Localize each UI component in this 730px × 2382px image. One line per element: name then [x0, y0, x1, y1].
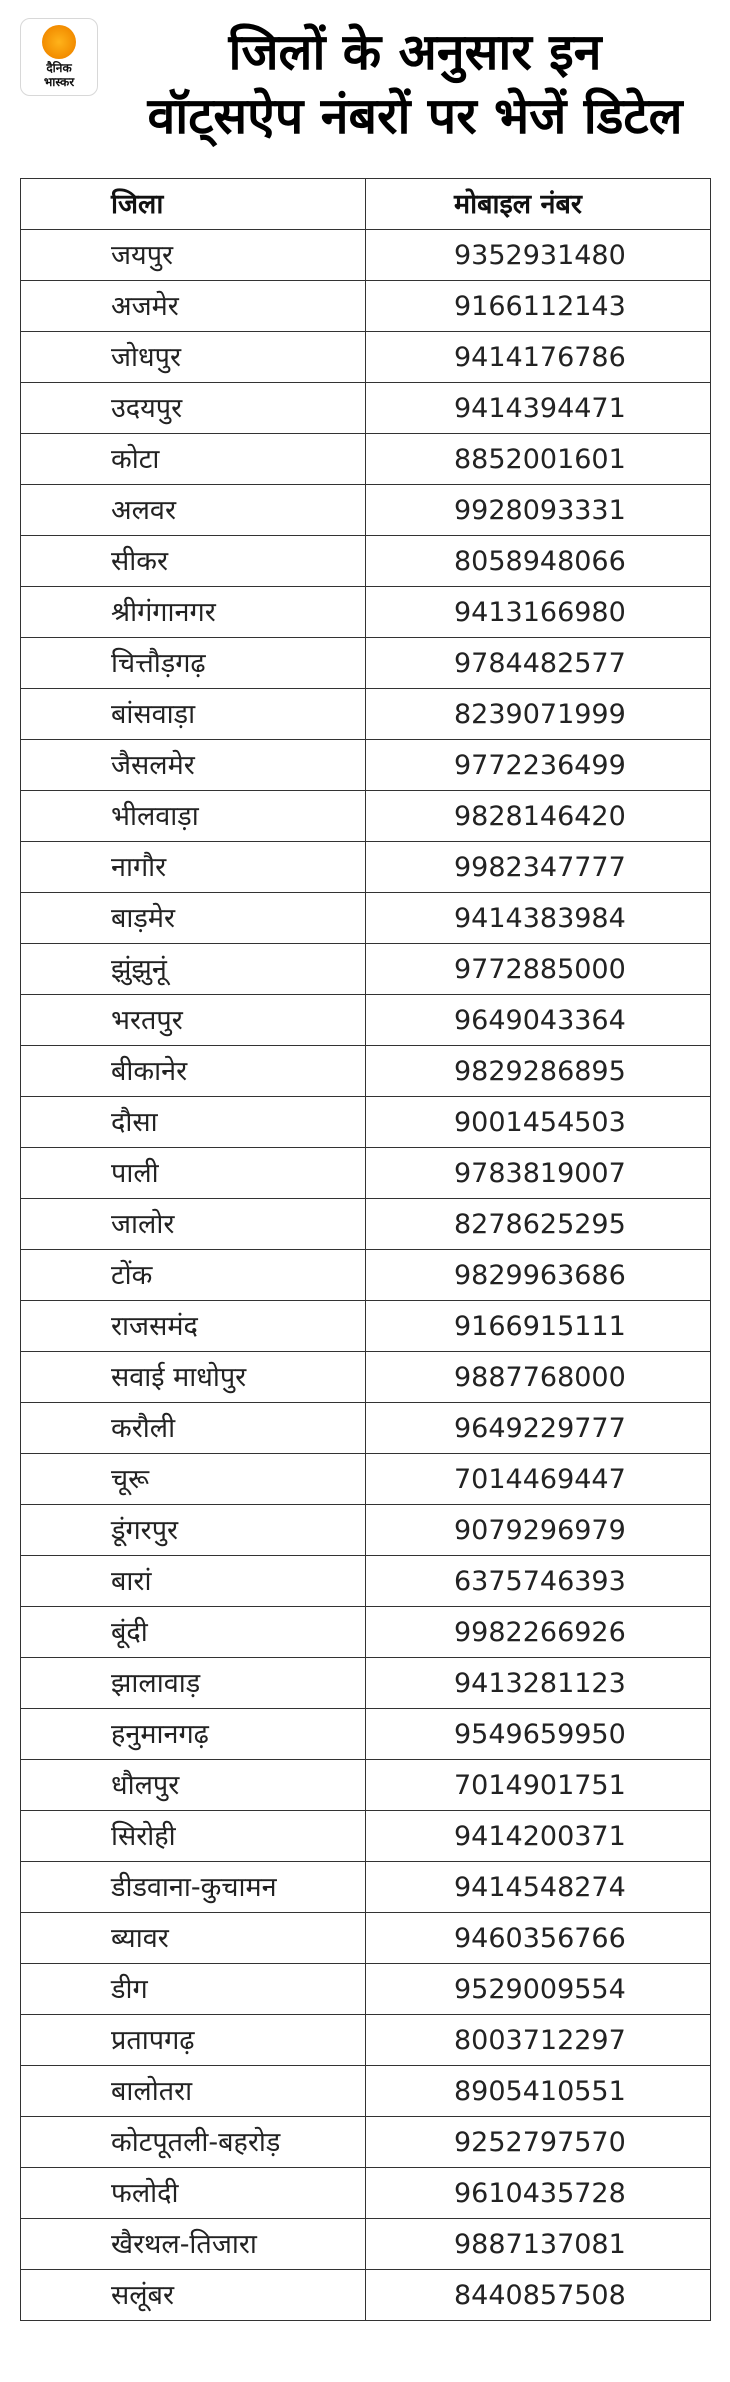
- table-row: [21, 638, 711, 689]
- table-row: [21, 2015, 711, 2066]
- table-row: [21, 281, 711, 332]
- phone-cell: 9414176786: [366, 332, 711, 383]
- district-cell: सलूंबर: [21, 2270, 366, 2321]
- district-cell: करौली: [21, 1403, 366, 1454]
- phone-cell: 9649229777: [366, 1403, 711, 1454]
- phone-cell: 9772885000: [366, 944, 711, 995]
- district-cell: बाड़मेर: [21, 893, 366, 944]
- phone-cell: 9829286895: [366, 1046, 711, 1097]
- district-cell: बीकानेर: [21, 1046, 366, 1097]
- table-row: [21, 2270, 711, 2321]
- table-row: [21, 485, 711, 536]
- district-cell: जैसलमेर: [21, 740, 366, 791]
- table-row: [21, 332, 711, 383]
- district-cell: फलोदी: [21, 2168, 366, 2219]
- table-row: [21, 1964, 711, 2015]
- district-cell: चूरू: [21, 1454, 366, 1505]
- district-cell: खैरथल-तिजारा: [21, 2219, 366, 2270]
- page-title: [120, 20, 710, 148]
- phone-cell: 9252797570: [366, 2117, 711, 2168]
- phone-cell: 9784482577: [366, 638, 711, 689]
- table-row: [21, 944, 711, 995]
- phone-cell: 9829963686: [366, 1250, 711, 1301]
- table-row: [21, 2219, 711, 2270]
- district-cell: अजमेर: [21, 281, 366, 332]
- table-row: [21, 2117, 711, 2168]
- table-row: [21, 2168, 711, 2219]
- table-row: [21, 1760, 711, 1811]
- phone-cell: 9166112143: [366, 281, 711, 332]
- table-row: [21, 1046, 711, 1097]
- phone-cell: 8239071999: [366, 689, 711, 740]
- district-cell: ब्यावर: [21, 1913, 366, 1964]
- table-row: [21, 1556, 711, 1607]
- sun-icon: [42, 25, 76, 59]
- table-row: [21, 893, 711, 944]
- district-cell: जोधपुर: [21, 332, 366, 383]
- table-row: [21, 842, 711, 893]
- phone-cell: 9413281123: [366, 1658, 711, 1709]
- table-row: [21, 434, 711, 485]
- brand-logo: [20, 18, 98, 96]
- district-cell: सवाई माधोपुर: [21, 1352, 366, 1403]
- phone-cell: 9549659950: [366, 1709, 711, 1760]
- phone-cell: 9414548274: [366, 1862, 711, 1913]
- table-row: [21, 1658, 711, 1709]
- district-cell: डीडवाना-कुचामन: [21, 1862, 366, 1913]
- table-row: [21, 230, 711, 281]
- phone-cell: 9887768000: [366, 1352, 711, 1403]
- title-line-1: जिलों के अनुसार इन: [228, 23, 602, 81]
- phone-cell: 9828146420: [366, 791, 711, 842]
- district-cell: उदयपुर: [21, 383, 366, 434]
- table-row: [21, 995, 711, 1046]
- phone-cell: 9352931480: [366, 230, 711, 281]
- table-row: [21, 1811, 711, 1862]
- district-cell: हनुमानगढ़: [21, 1709, 366, 1760]
- table-row: [21, 1454, 711, 1505]
- logo-line-2: भास्कर: [43, 75, 75, 89]
- table-row: [21, 1301, 711, 1352]
- district-cell: बारां: [21, 1556, 366, 1607]
- phone-cell: 9460356766: [366, 1913, 711, 1964]
- table-row: [21, 1352, 711, 1403]
- phone-cell: 9414394471: [366, 383, 711, 434]
- phone-cell: 8278625295: [366, 1199, 711, 1250]
- district-cell: भीलवाड़ा: [21, 791, 366, 842]
- table-row: [21, 1403, 711, 1454]
- table-row: [21, 740, 711, 791]
- phone-cell: 8440857508: [366, 2270, 711, 2321]
- table-header-row: [21, 179, 711, 230]
- district-cell: जयपुर: [21, 230, 366, 281]
- phone-cell: 9413166980: [366, 587, 711, 638]
- title-line-2: वॉट्सऐप नंबरों पर भेजें डिटेल: [147, 87, 683, 145]
- district-cell: बूंदी: [21, 1607, 366, 1658]
- district-cell: कोटा: [21, 434, 366, 485]
- phone-cell: 8003712297: [366, 2015, 711, 2066]
- phone-cell: 7014901751: [366, 1760, 711, 1811]
- phone-header: मोबाइल नंबर: [366, 179, 711, 230]
- district-header: जिला: [21, 179, 366, 230]
- table-row: [21, 1199, 711, 1250]
- district-cell: चित्तौड़गढ़: [21, 638, 366, 689]
- district-cell: झालावाड़: [21, 1658, 366, 1709]
- district-cell: बालोतरा: [21, 2066, 366, 2117]
- district-cell: कोटपूतली-बहरोड़: [21, 2117, 366, 2168]
- district-cell: पाली: [21, 1148, 366, 1199]
- table-row: [21, 587, 711, 638]
- district-cell: नागौर: [21, 842, 366, 893]
- district-cell: श्रीगंगानगर: [21, 587, 366, 638]
- phone-cell: 9166915111: [366, 1301, 711, 1352]
- phone-cell: 8905410551: [366, 2066, 711, 2117]
- phone-cell: 7014469447: [366, 1454, 711, 1505]
- district-phone-table: [20, 178, 711, 2321]
- district-cell: अलवर: [21, 485, 366, 536]
- table-row: [21, 383, 711, 434]
- district-cell: राजसमंद: [21, 1301, 366, 1352]
- phone-cell: 9772236499: [366, 740, 711, 791]
- phone-cell: 9982266926: [366, 1607, 711, 1658]
- district-cell: टोंक: [21, 1250, 366, 1301]
- phone-cell: 9649043364: [366, 995, 711, 1046]
- phone-cell: 9414200371: [366, 1811, 711, 1862]
- table-row: [21, 689, 711, 740]
- table-row: [21, 1862, 711, 1913]
- phone-cell: 8852001601: [366, 434, 711, 485]
- table-row: [21, 2066, 711, 2117]
- phone-cell: 8058948066: [366, 536, 711, 587]
- district-cell: सिरोही: [21, 1811, 366, 1862]
- phone-cell: 9783819007: [366, 1148, 711, 1199]
- district-cell: भरतपुर: [21, 995, 366, 1046]
- logo-line-1: दैनिक: [46, 61, 72, 75]
- phone-cell: 9928093331: [366, 485, 711, 536]
- district-cell: दौसा: [21, 1097, 366, 1148]
- phone-cell: 9610435728: [366, 2168, 711, 2219]
- table-row: [21, 1250, 711, 1301]
- district-cell: बांसवाड़ा: [21, 689, 366, 740]
- district-cell: धौलपुर: [21, 1760, 366, 1811]
- table-row: [21, 1148, 711, 1199]
- phone-cell: 9982347777: [366, 842, 711, 893]
- table-body: [21, 230, 711, 2321]
- phone-cell: 9079296979: [366, 1505, 711, 1556]
- phone-cell: 9414383984: [366, 893, 711, 944]
- district-cell: जालोर: [21, 1199, 366, 1250]
- district-cell: प्रतापगढ़: [21, 2015, 366, 2066]
- district-cell: डीग: [21, 1964, 366, 2015]
- phone-cell: 9001454503: [366, 1097, 711, 1148]
- table-row: [21, 1709, 711, 1760]
- table-row: [21, 1913, 711, 1964]
- district-cell: डूंगरपुर: [21, 1505, 366, 1556]
- district-cell: सीकर: [21, 536, 366, 587]
- table-row: [21, 1607, 711, 1658]
- logo-text: [21, 61, 97, 89]
- phone-cell: 9529009554: [366, 1964, 711, 2015]
- table-row: [21, 791, 711, 842]
- phone-cell: 6375746393: [366, 1556, 711, 1607]
- table-row: [21, 536, 711, 587]
- phone-cell: 9887137081: [366, 2219, 711, 2270]
- table-row: [21, 1505, 711, 1556]
- table-row: [21, 1097, 711, 1148]
- district-cell: झुंझुनूं: [21, 944, 366, 995]
